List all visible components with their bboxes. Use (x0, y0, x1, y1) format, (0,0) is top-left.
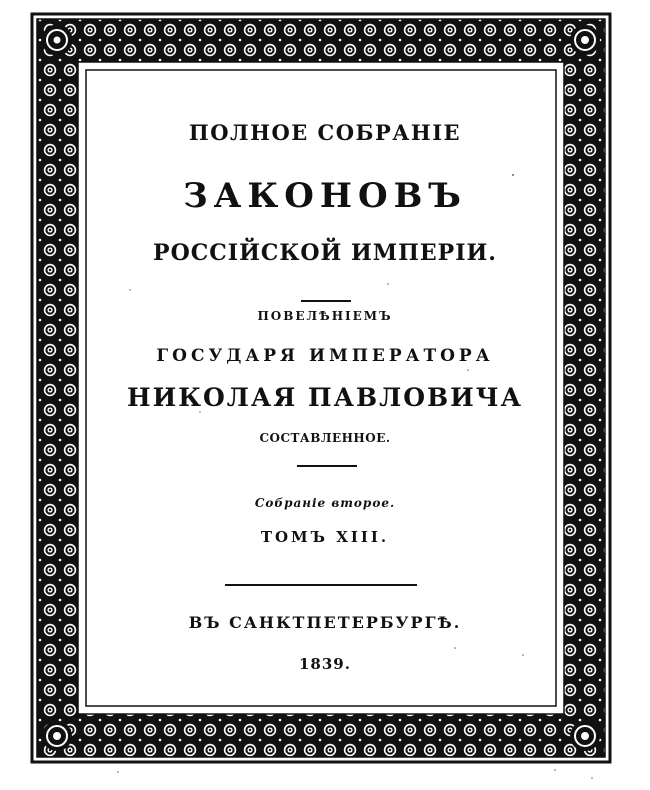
emperor-name: НИКОЛАЯ ПАВЛОВИЧА (127, 383, 523, 412)
empire-title: РОССІЙСКОЙ ИМПЕРІИ. (153, 240, 497, 266)
corner-ornament-top-right (570, 25, 600, 55)
place-line: ВЪ САНКТПЕТЕРБУРГѢ. (188, 613, 462, 632)
year-line: 1839. (299, 655, 351, 673)
edition-line: Собраніе второе. (254, 496, 396, 510)
collection-heading: ПОЛНОЕ СОБРАНІЕ (188, 120, 462, 145)
divider-rule (297, 465, 357, 467)
sovereign-line: ГОСУДАРЯ ИМПЕРАТОРА (156, 346, 494, 366)
volume-line: ТОМЪ XIII. (260, 528, 390, 546)
corner-ornament-top-left (42, 25, 72, 55)
compiled-word: СОСТАВЛЕННОЕ. (259, 431, 391, 445)
corner-ornament-bottom-left (42, 721, 72, 751)
laws-title: ЗАКОНОВЪ (183, 176, 467, 216)
divider-rule (301, 300, 351, 302)
corner-ornament-bottom-right (570, 721, 600, 751)
command-word: ПОВЕЛѢНІЕМЪ (257, 309, 393, 323)
divider-rule-long (225, 584, 417, 586)
